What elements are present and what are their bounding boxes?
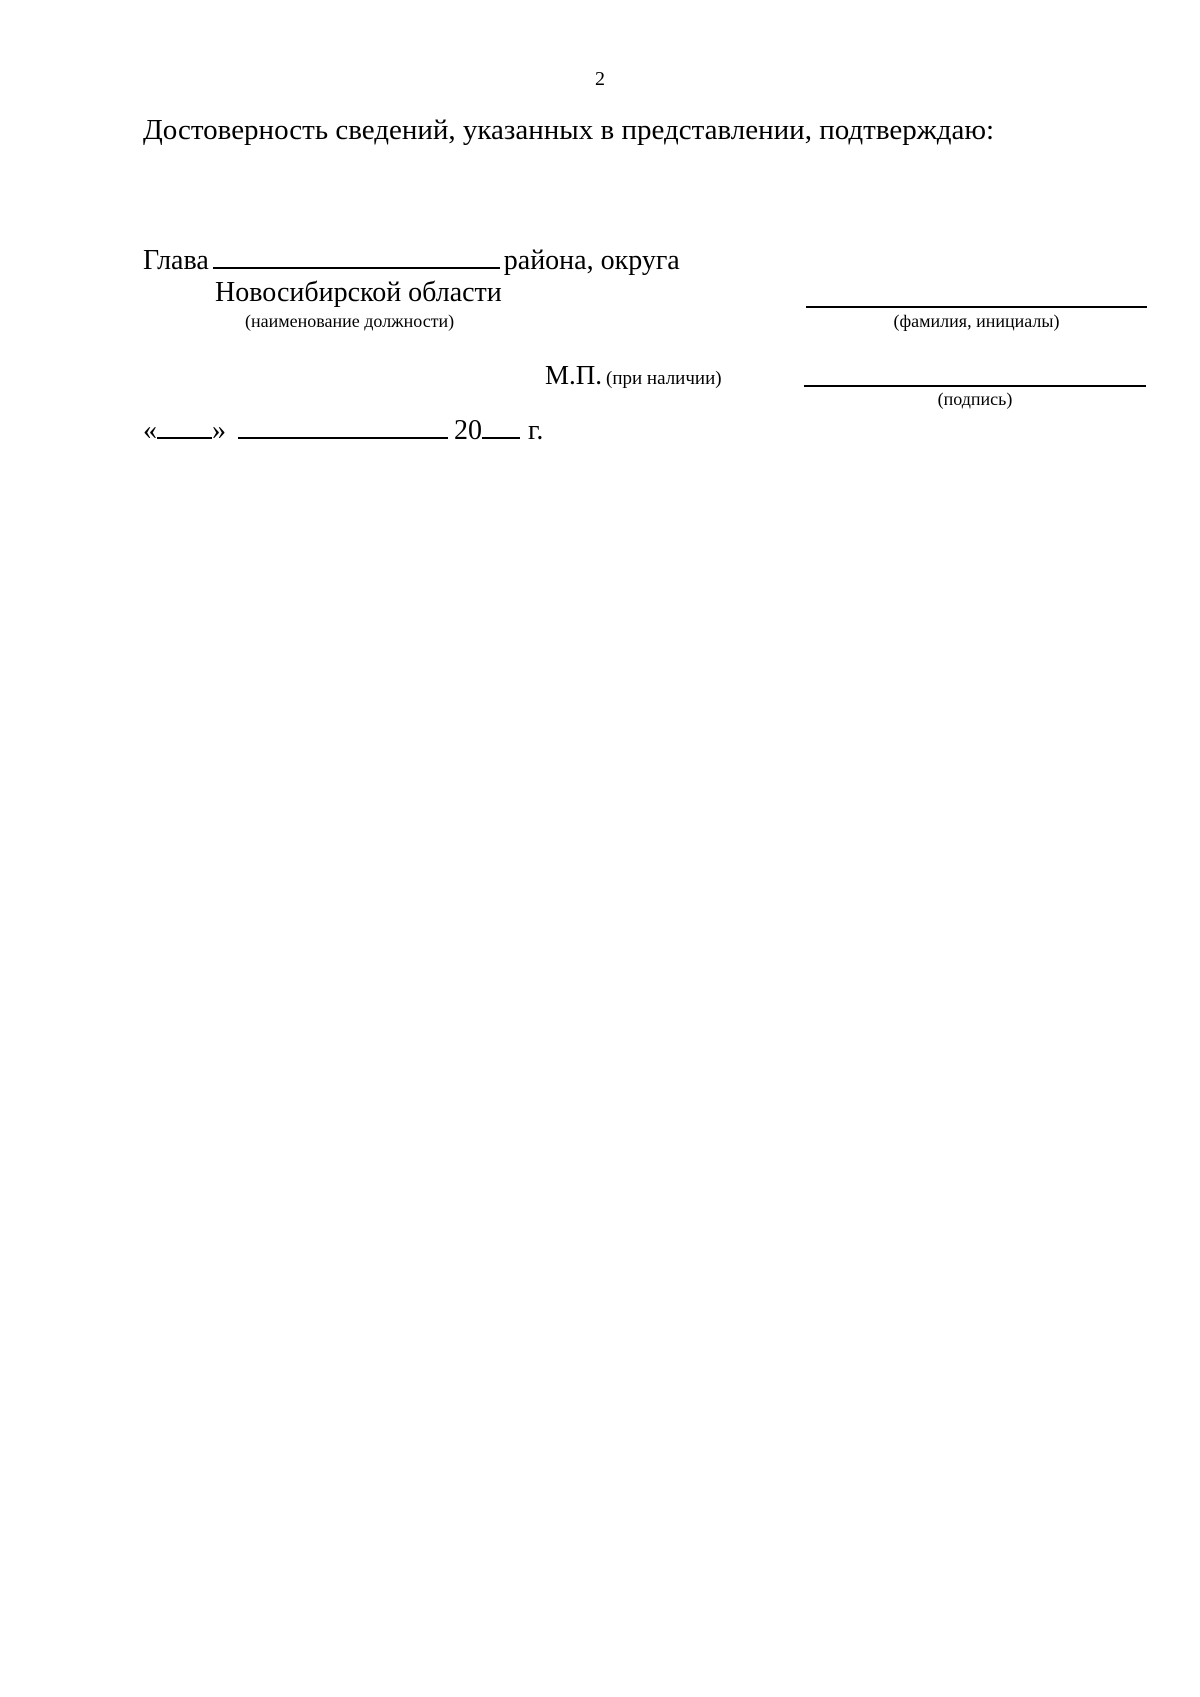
head-position-line xyxy=(143,243,680,277)
district-name-blank[interactable] xyxy=(213,243,500,269)
date-year-suffix: г. xyxy=(528,415,544,446)
page-number: 2 xyxy=(595,68,605,90)
head-prefix: Глава xyxy=(143,245,209,276)
name-caption: (фамилия, инициалы) xyxy=(893,311,1060,331)
confirmation-text: Достоверность сведений, указанных в представлении, подтверждаю: xyxy=(143,114,995,146)
date-open-quote: « xyxy=(143,415,157,446)
date-month-blank[interactable] xyxy=(238,413,448,439)
date-line xyxy=(143,413,543,447)
head-suffix: района, округа xyxy=(503,245,680,276)
region-text: Новосибирской области xyxy=(215,277,502,308)
signature-caption: (подпись) xyxy=(937,389,1013,409)
date-year-blank[interactable] xyxy=(482,413,520,439)
date-day-blank[interactable] xyxy=(157,413,212,439)
name-signature-line[interactable] xyxy=(806,306,1147,308)
stamp-label: М.П. xyxy=(545,360,603,390)
signature-line[interactable] xyxy=(804,385,1146,387)
stamp-place xyxy=(545,360,722,391)
date-century: 20 xyxy=(454,415,482,446)
date-close-quote: » xyxy=(212,415,226,446)
position-caption: (наименование должности) xyxy=(245,311,455,331)
stamp-note: (при наличии) xyxy=(606,368,722,389)
